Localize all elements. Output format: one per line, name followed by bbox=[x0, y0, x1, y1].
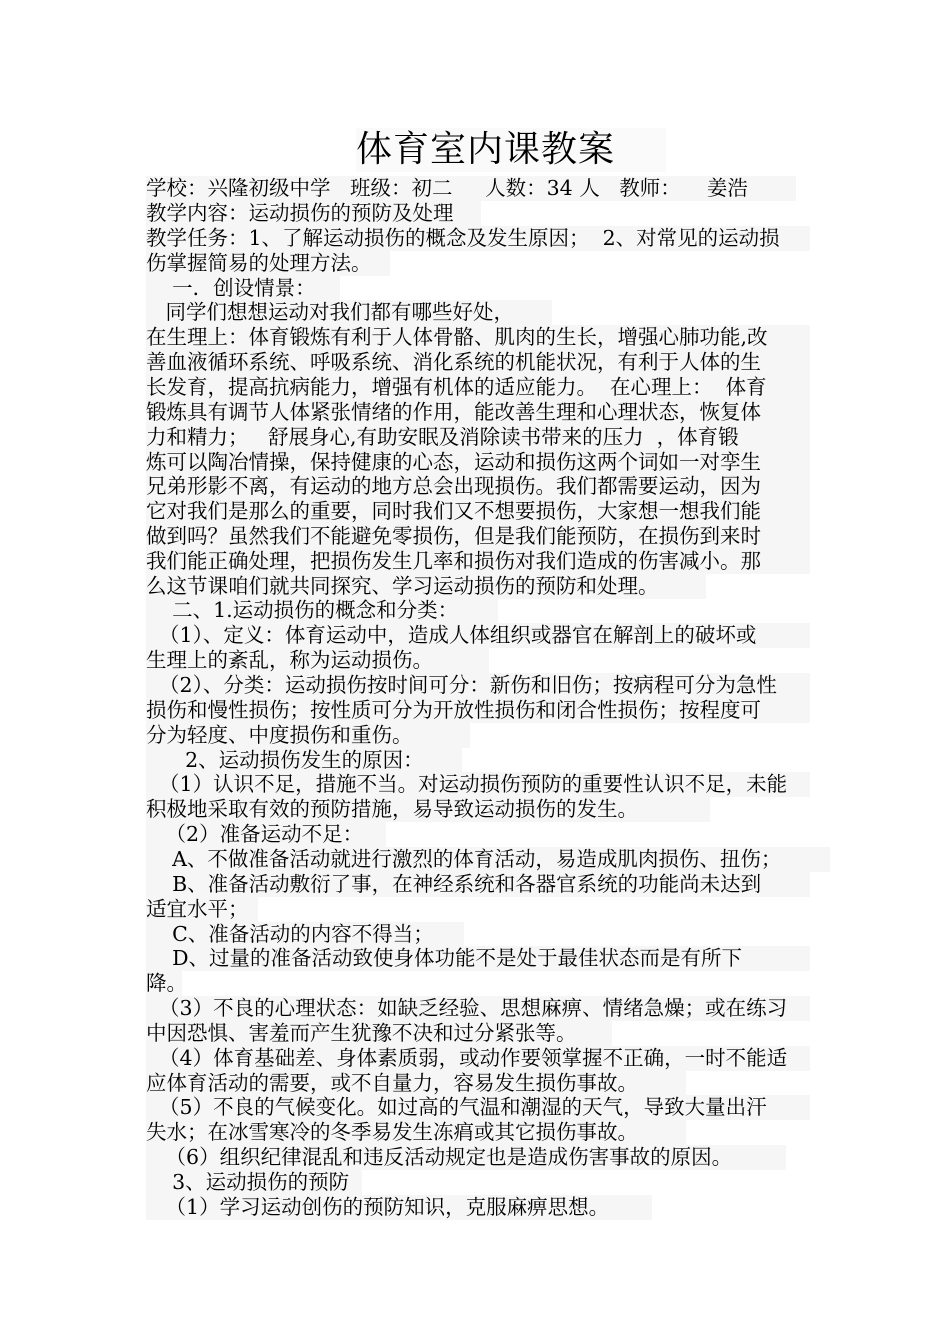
text-line: 兄弟形影不离，有运动的地方总会出现损伤。我们都需要运动，因为 bbox=[146, 474, 810, 499]
text-line: 适宜水平； bbox=[146, 897, 258, 922]
text-line: A、不做准备活动就进行激烈的体育活动，易造成肌肉损伤、扭伤； bbox=[146, 847, 830, 872]
text-line: 应体育活动的需要，或不自量力，容易发生损伤事故。 bbox=[146, 1071, 686, 1096]
text-line: 炼可以陶冶情操，保持健康的心态，运动和损伤这两个词如一对孪生 bbox=[146, 450, 810, 475]
text-line: 在生理上：体育锻炼有利于人体骨骼、肌肉的生长，增强心肺功能,改 bbox=[146, 325, 810, 350]
text-line: 长发育，提高抗病能力，增强有机体的适应能力。 在心理上： 体育 bbox=[146, 375, 810, 400]
text-line: （5）不良的气候变化。如过高的气温和潮湿的天气，导致大量出汗 bbox=[146, 1095, 810, 1120]
text-line: 失水；在冰雪寒冷的冬季易发生冻㾓或其它损伤事故。 bbox=[146, 1120, 686, 1145]
text-line: （6）组织纪律混乱和违反活动规定也是造成伤害事故的原因。 bbox=[146, 1145, 786, 1170]
text-line: 学校：兴隆初级中学 班级：初二 人数：34 人 教师： 姜浩 bbox=[146, 176, 796, 201]
text-line: （4）体育基础差、身体素质弱，或动作要领掌握不正确，一时不能适 bbox=[146, 1046, 810, 1071]
document-title: 体育室内课教案 bbox=[356, 128, 666, 172]
text-line: C、准备活动的内容不得当； bbox=[146, 922, 464, 947]
text-line: 伤掌握简易的处理方法。 bbox=[146, 251, 390, 276]
text-line: 生理上的紊乱，称为运动损伤。 bbox=[146, 648, 489, 673]
text-line: 做到吗？虽然我们不能避免零损伤，但是我们能预防，在损伤到来时 bbox=[146, 524, 810, 549]
text-line: 二、1.运动损伤的概念和分类： bbox=[146, 598, 498, 623]
text-line: 么这节课咱们就共同探究、学习运动损伤的预防和处理。 bbox=[146, 574, 706, 599]
text-line: 分为轻度、中度损伤和重伤。 bbox=[146, 723, 470, 748]
text-line: 2、运动损伤发生的原因： bbox=[146, 748, 462, 773]
text-line: 同学们想想运动对我们都有哪些好处， bbox=[146, 300, 552, 325]
text-line: 3、运动损伤的预防 bbox=[146, 1170, 362, 1195]
text-line: 它对我们是那么的重要，同时我们又不想要损伤，大家想一想我们能 bbox=[146, 499, 810, 524]
text-line: （1）、定义：体育运动中，造成人体组织或器官在解剖上的破坏或 bbox=[146, 623, 810, 648]
text-line: B、准备活动敷衍了事，在神经系统和各器官系统的功能尚未达到 bbox=[146, 872, 810, 897]
text-line: （3）不良的心理状态：如缺乏经验、思想麻痹、情绪急燥；或在练习 bbox=[146, 996, 810, 1021]
text-line: 锻炼具有调节人体紧张情绪的作用，能改善生理和心理状态，恢复体 bbox=[146, 400, 810, 425]
text-line: 一．创设情景： bbox=[146, 276, 340, 301]
text-line: （1）学习运动创伤的预防知识，克服麻痹思想。 bbox=[146, 1195, 652, 1220]
text-line: 力和精力； 舒展身心,有助安眠及消除读书带来的压力 ，体育锻 bbox=[146, 425, 810, 450]
text-line: 降。 bbox=[146, 971, 187, 995]
text-line: 积极地采取有效的预防措施，易导致运动损伤的发生。 bbox=[146, 797, 710, 822]
text-line: （1）认识不足，措施不当。对运动损伤预防的重要性认识不足，未能 bbox=[146, 772, 810, 797]
text-line: （2）、分类：运动损伤按时间可分：新伤和旧伤；按病程可分为急性 bbox=[146, 673, 810, 698]
text-line: 善血液循环系统、呼吸系统、消化系统的机能状况，有利于人体的生 bbox=[146, 350, 810, 375]
text-line: （2）准备运动不足： bbox=[146, 822, 386, 847]
text-line: 损伤和慢性损伤；按性质可分为开放性损伤和闭合性损伤；按程度可 bbox=[146, 698, 810, 723]
text-line: 中因恐惧、害羞而产生犹豫不决和过分紧张等。 bbox=[146, 1021, 612, 1046]
text-line: 教学内容：运动损伤的预防及处理 bbox=[146, 201, 481, 226]
text-line: 教学任务：1、了解运动损伤的概念及发生原因； 2、对常见的运动损 bbox=[146, 226, 810, 251]
text-line: 我们能正确处理，把损伤发生几率和损伤对我们造成的伤害减小。那 bbox=[146, 549, 810, 574]
text-line: D、过量的准备活动致使身体功能不是处于最佳状态而是有所下 bbox=[146, 946, 810, 971]
